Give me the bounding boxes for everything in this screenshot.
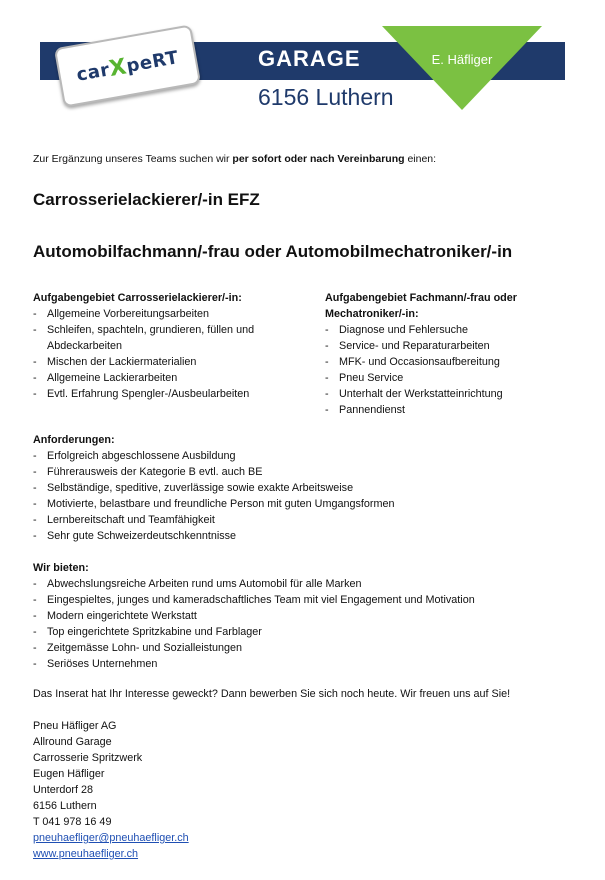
list-item: - Pneu Service [325,370,565,386]
contact-line: Unterdorf 28 [33,784,94,796]
list-item: - Unterhalt der Werkstatteinrichtung [325,386,565,402]
job-title-1: Carrosserielackierer/-in EFZ [33,190,260,209]
list-item: - Modern eingerichtete Werkstatt [33,608,588,624]
list-item: - Sehr gute Schweizerdeutschkenntnisse [33,528,588,544]
list-item: - Erfolgreich abgeschlossene Ausbildung [33,448,588,464]
right-column [325,290,565,418]
requirements-section [33,432,588,544]
garage-title: GARAGE [258,46,361,71]
right-column-title: Aufgabengebiet Fachmann/-frau oder Mechatroniker/-in: [325,292,517,320]
list-item: - Allgemeine Lackierarbeiten [33,370,303,386]
list-item: - Schleifen, spachteln, grundieren, füllen und Abdeckarbeiten [33,322,303,354]
list-item: - MFK- und Occasionsaufbereitung [325,354,565,370]
left-column-list [33,306,303,402]
contact-block [33,718,189,862]
list-item: - Evtl. Erfahrung Spengler-/Ausbeularbeiten [33,386,303,402]
list-item: - Abwechslungsreiche Arbeiten rund ums Automobil für alle Marken [33,576,588,592]
garage-city: 6156 Luthern [258,84,394,110]
contact-line: Eugen Häfliger [33,768,105,780]
contact-line: 6156 Luthern [33,800,97,812]
contact-line: Pneu Häfliger AG [33,720,117,732]
header-banner [0,0,605,130]
intro-text: Zur Ergänzung unseres Teams suchen wir per sofort oder nach Vereinbarung einen: [33,153,437,165]
website-link[interactable]: www.pneuhaefliger.ch [33,848,139,860]
carxpert-logo: car X peRT [54,24,201,107]
left-column-title: Aufgabengebiet Carrosserielackierer/-in: [33,292,242,304]
list-item: - Mischen der Lackiermaterialien [33,354,303,370]
contact-line: T 041 978 16 49 [33,816,112,828]
offer-list [33,576,588,672]
closing-text: Das Inserat hat Ihr Interesse geweckt? Dann bewerben Sie sich noch heute. Wir freuen uns auf Sie! [33,688,511,700]
offer-section [33,560,588,672]
list-item: - Seriöses Unternehmen [33,656,588,672]
list-item: - Eingespieltes, junges und kameradschaftliches Team mit viel Engagement und Motivation [33,592,588,608]
list-item: - Top eingerichtete Spritzkabine und Farblager [33,624,588,640]
right-column-list [325,322,565,418]
list-item: - Selbständige, speditive, zuverlässige sowie exakte Arbeitsweise [33,480,588,496]
email-link[interactable]: pneuhaefliger@pneuhaefliger.ch [33,832,189,844]
list-item: - Führerausweis der Kategorie B evtl. auch BE [33,464,588,480]
list-item: - Diagnose und Fehlersuche [325,322,565,338]
contact-line: Carrosserie Spritzwerk [33,752,143,764]
list-item: - Motivierte, belastbare und freundliche Person mit guten Umgangsformen [33,496,588,512]
green-triangle [382,26,542,110]
requirements-list [33,448,588,544]
left-column [33,290,303,402]
list-item: - Pannendienst [325,402,565,418]
requirements-title: Anforderungen: [33,434,115,446]
list-item: - Zeitgemässe Lohn- und Sozialleistungen [33,640,588,656]
owner-name: E. Häfliger [431,52,493,67]
list-item: - Lernbereitschaft und Teamfähigkeit [33,512,588,528]
list-item: - Allgemeine Vorbereitungsarbeiten [33,306,303,322]
job-title-2: Automobilfachmann/-frau oder Automobilmechatroniker/-in [33,242,513,261]
offer-title: Wir bieten: [33,562,89,574]
list-item: - Service- und Reparaturarbeiten [325,338,565,354]
contact-line: Allround Garage [33,736,112,748]
